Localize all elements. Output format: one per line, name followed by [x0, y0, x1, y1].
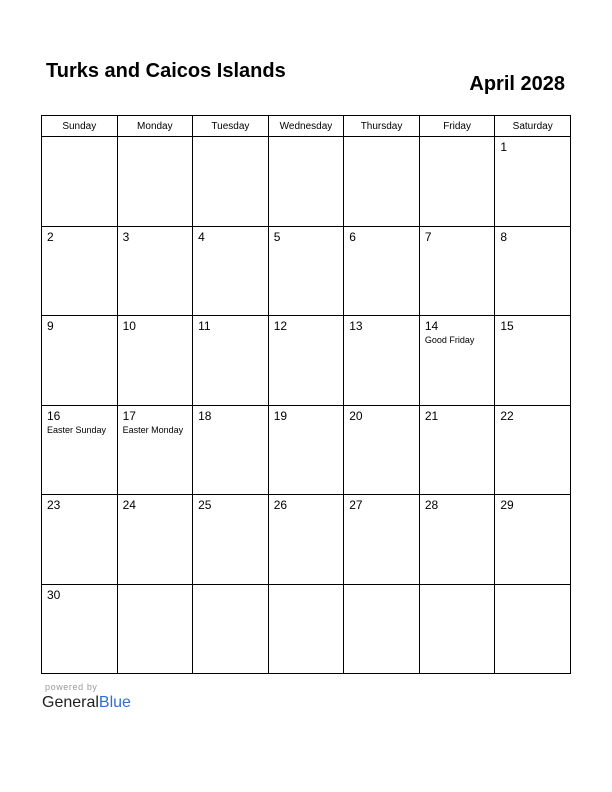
- weekday-header: Thursday: [344, 116, 420, 137]
- day-cell: [419, 226, 495, 316]
- day-cell: [193, 405, 269, 495]
- calendar-country-title: Turks and Caicos Islands: [46, 60, 286, 82]
- day-number: 21: [424, 408, 439, 423]
- generalblue-logo[interactable]: [42, 693, 131, 713]
- day-number: 22: [500, 408, 514, 423]
- day-cell: [419, 316, 495, 406]
- week-row: [42, 495, 571, 585]
- week-row: [42, 584, 571, 674]
- day-number: 16: [47, 408, 61, 423]
- day-number: 11: [198, 319, 211, 333]
- day-cell: [42, 226, 118, 316]
- day-number: 23: [47, 498, 61, 512]
- day-number: 28: [424, 498, 439, 512]
- holiday-label: Easter Monday: [122, 424, 184, 435]
- weekday-header-row: [42, 116, 571, 137]
- day-cell: [193, 584, 269, 674]
- day-cell: [268, 405, 344, 495]
- day-number: 19: [273, 408, 288, 423]
- brand-blue-text: Blue: [98, 694, 131, 711]
- day-cell: [117, 495, 193, 585]
- day-number: 20: [349, 408, 363, 423]
- day-cell: [344, 137, 420, 227]
- day-cell: [268, 137, 344, 227]
- weekday-header: Wednesday: [268, 116, 344, 137]
- day-cell: [117, 405, 193, 495]
- day-cell: [344, 316, 420, 406]
- day-cell: [419, 495, 495, 585]
- calendar-month-title: April 2028: [469, 73, 565, 95]
- day-cell: [117, 226, 193, 316]
- day-cell: [42, 405, 118, 495]
- day-number: 24: [122, 498, 136, 512]
- day-number: 13: [349, 319, 363, 333]
- day-cell: [42, 584, 118, 674]
- week-row: [42, 226, 571, 316]
- week-row: [42, 316, 571, 406]
- day-cell: [117, 316, 193, 406]
- day-cell: [495, 495, 571, 585]
- day-cell: [495, 137, 571, 227]
- day-number: 27: [349, 498, 363, 512]
- day-cell: [193, 316, 269, 406]
- day-cell: [193, 137, 269, 227]
- day-cell: [117, 137, 193, 227]
- day-cell: [495, 316, 571, 406]
- day-number: 26: [273, 498, 288, 512]
- day-number: 5: [273, 229, 281, 244]
- day-cell: [42, 495, 118, 585]
- holiday-label: Good Friday: [424, 335, 475, 345]
- day-cell: [344, 495, 420, 585]
- day-number: 12: [273, 319, 288, 333]
- day-cell: [268, 316, 344, 406]
- day-number: 17: [122, 408, 136, 423]
- brand-general-text: General: [42, 694, 99, 711]
- day-cell: [117, 584, 193, 674]
- day-cell: [268, 495, 344, 585]
- day-cell: [42, 316, 118, 406]
- day-cell: [495, 226, 571, 316]
- weekday-header: Friday: [419, 116, 495, 137]
- weekday-header: Sunday: [42, 116, 118, 137]
- day-number: 6: [349, 229, 356, 244]
- day-number: 30: [47, 587, 61, 602]
- day-number: 2: [47, 229, 54, 244]
- day-cell: [495, 405, 571, 495]
- day-cell: [419, 137, 495, 227]
- weekday-header: Monday: [117, 116, 193, 137]
- week-row: [42, 405, 571, 495]
- day-number: 4: [198, 229, 205, 244]
- day-cell: [42, 137, 118, 227]
- day-number: 14: [424, 319, 439, 333]
- day-cell: [193, 226, 269, 316]
- day-cell: [193, 495, 269, 585]
- day-number: 10: [122, 319, 136, 333]
- day-cell: [495, 584, 571, 674]
- day-number: 8: [500, 229, 508, 244]
- day-cell: [268, 226, 344, 316]
- day-cell: [419, 584, 495, 674]
- day-number: 15: [500, 319, 514, 333]
- day-number: 29: [500, 498, 514, 512]
- day-number: 3: [122, 229, 130, 244]
- day-cell: [419, 405, 495, 495]
- day-cell: [344, 226, 420, 316]
- day-number: 9: [47, 319, 54, 333]
- weekday-header: Saturday: [495, 116, 571, 137]
- day-number: 25: [198, 498, 212, 512]
- weekday-header: Tuesday: [193, 116, 269, 137]
- day-cell: [344, 405, 420, 495]
- day-cell: [268, 584, 344, 674]
- day-number: 1: [500, 140, 508, 154]
- calendar-grid: [41, 115, 571, 674]
- day-cell: [344, 584, 420, 674]
- holiday-label: Easter Sunday: [47, 424, 107, 435]
- powered-by-label: powered by: [45, 682, 98, 692]
- day-number: 7: [424, 229, 432, 244]
- week-row: [42, 137, 571, 227]
- day-number: 18: [198, 408, 212, 423]
